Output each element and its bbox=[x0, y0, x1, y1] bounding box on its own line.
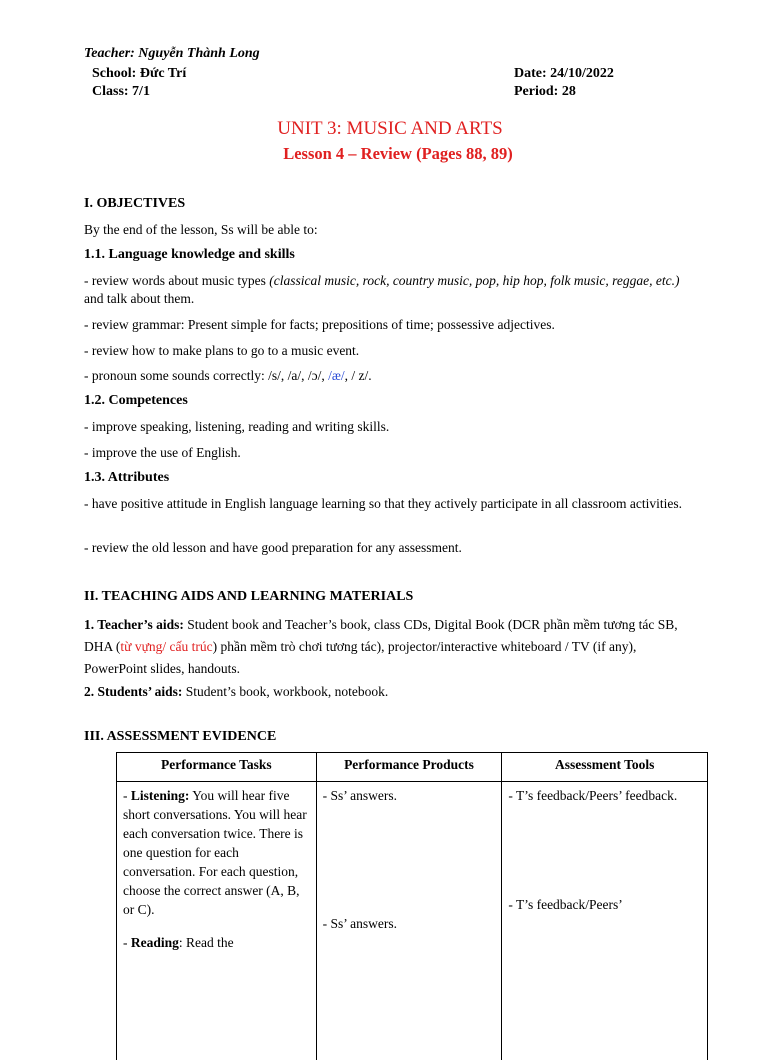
attribute-review: - review the old lesson and have good preparation for any assessment. bbox=[84, 539, 694, 557]
competence-english: - improve the use of English. bbox=[84, 444, 694, 462]
objective-music-types-prefix: - review words about music types bbox=[84, 273, 269, 288]
objective-music-types-suffix: and talk about them. bbox=[84, 291, 194, 306]
objective-music-types bbox=[84, 272, 694, 308]
attribute-attitude: - have positive attitude in English language learning so that they actively participate in all classroom activities. bbox=[84, 495, 694, 513]
lesson-subtitle: Lesson 4 – Review (Pages 88, 89) bbox=[0, 144, 768, 164]
table-header-row bbox=[117, 753, 708, 782]
unit-title: UNIT 3: MUSIC AND ARTS bbox=[0, 118, 768, 140]
tool-cell bbox=[502, 782, 708, 1060]
objective-grammar: - review grammar: Present simple for facts; prepositions of time; possessive adjectives. bbox=[84, 316, 694, 334]
music-types-list: (classical music, rock, country music, pop, hip hop, folk music, reggae, etc.) bbox=[269, 273, 679, 288]
column-header: Assessment Tools bbox=[502, 753, 708, 782]
listening-task-label: Listening: bbox=[131, 788, 190, 803]
reading-task-text: : Read the bbox=[179, 935, 234, 950]
teachers-aids-text-b: ) phần mềm trò chơi tương tác), projector/interactive whiteboard / TV (if any), PowerPoint slides, handouts. bbox=[84, 639, 636, 676]
objectives-intro: By the end of the lesson, Ss will be able to: bbox=[84, 221, 694, 239]
column-header: Performance Tasks bbox=[117, 753, 317, 782]
listening-task: - Listening: You will hear five short conversations. You will hear each conversation twice. There is one question for each conversation. For each question, choose the correct answer (A, B, or C). bbox=[123, 786, 310, 919]
competences-heading: 1.2. Competences bbox=[84, 392, 694, 410]
assessment-heading: III. ASSESSMENT EVIDENCE bbox=[84, 729, 276, 745]
objective-sounds bbox=[84, 367, 694, 385]
reading-tool: - T’s feedback/Peers’ bbox=[508, 895, 701, 914]
teachers-aids bbox=[84, 614, 694, 680]
class-name: Class: 7/1 bbox=[92, 84, 150, 100]
reading-product: - Ss’ answers. bbox=[323, 914, 496, 933]
listening-task-text: You will hear five short conversations. You will hear each conversation twice. There is one question for each conversation. For each question, choose the correct answer (A, B, or C). bbox=[123, 788, 307, 917]
teachers-aids-text-a: Student book and Teacher’s book, class CDs, Digital Book (DCR phần mềm tương tác SB, DHA ( bbox=[84, 617, 678, 654]
lesson-period: Period: 28 bbox=[514, 84, 576, 100]
lesson-date: Date: 24/10/2022 bbox=[514, 66, 614, 82]
sound-ae: /æ/ bbox=[328, 368, 345, 383]
sounds-prefix: - pronoun some sounds correctly: /s/, /a/, /ɔ/, bbox=[84, 368, 328, 383]
competence-skills: - improve speaking, listening, reading and writing skills. bbox=[84, 418, 694, 436]
students-aids-text: Student’s book, workbook, notebook. bbox=[182, 684, 388, 699]
teaching-aids-heading: II. TEACHING AIDS AND LEARNING MATERIALS bbox=[84, 589, 413, 605]
students-aids-label: 2. Students’ aids: bbox=[84, 684, 182, 699]
objectives-heading: I. OBJECTIVES bbox=[84, 196, 185, 212]
students-aids bbox=[84, 683, 694, 701]
column-header: Performance Products bbox=[316, 753, 502, 782]
vocab-structure-note: từ vựng/ cấu trúc bbox=[120, 639, 212, 654]
reading-task: - Reading: Read the bbox=[123, 933, 310, 952]
sounds-suffix: , / z/. bbox=[345, 368, 372, 383]
school-name: School: Đức Trí bbox=[92, 66, 186, 82]
teacher-name: Teacher: Nguyễn Thành Long bbox=[84, 46, 260, 62]
teachers-aids-label: 1. Teacher’s aids: bbox=[84, 617, 184, 632]
assessment-table bbox=[116, 752, 708, 1060]
attributes-heading: 1.3. Attributes bbox=[84, 469, 694, 487]
language-skills-heading: 1.1. Language knowledge and skills bbox=[84, 246, 694, 264]
product-cell bbox=[316, 782, 502, 1060]
table-row bbox=[117, 782, 708, 1060]
task-cell bbox=[117, 782, 317, 1060]
reading-task-label: Reading bbox=[131, 935, 179, 950]
listening-product: - Ss’ answers. bbox=[323, 786, 496, 805]
listening-tool: - T’s feedback/Peers’ feedback. bbox=[508, 786, 701, 805]
objective-plans: - review how to make plans to go to a music event. bbox=[84, 342, 694, 360]
